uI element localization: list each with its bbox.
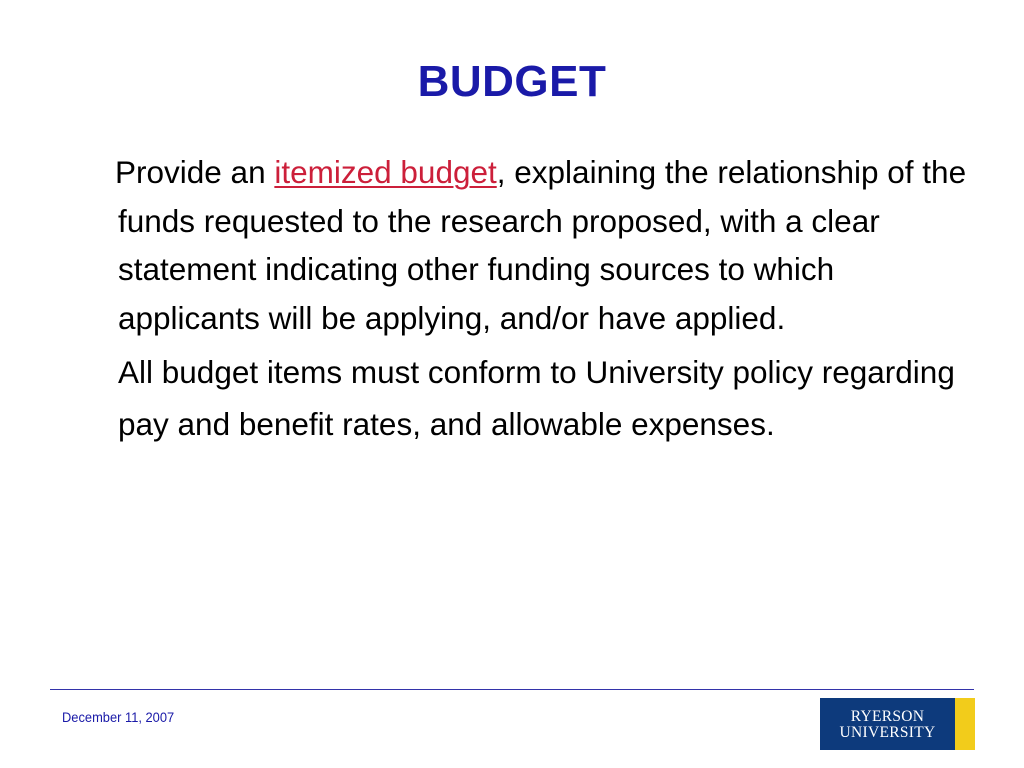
- itemized-budget-link[interactable]: itemized budget: [274, 154, 497, 190]
- logo-text-ryerson: RYERSON: [850, 708, 925, 725]
- slide-title: BUDGET: [417, 57, 607, 106]
- logo-text-university: UNIVERSITY: [839, 724, 936, 741]
- paragraph-text-end: , explaining the relationship of the funds requested to the research proposed, with a clear statement indicating other funding sources to which applicants will be applying, and/or have applied.: [118, 154, 967, 336]
- paragraph-university-policy: All budget items must conform to University policy regarding pay and benefit rates, and allowable expenses.: [118, 354, 955, 442]
- paragraph-budget-instructions: [115, 148, 978, 342]
- footer-divider: [50, 689, 974, 690]
- slide-body: [115, 148, 978, 450]
- ryerson-university-logo: [820, 698, 975, 750]
- logo-gold-bar: [955, 698, 975, 750]
- logo-blue-panel: [820, 698, 955, 750]
- paragraph-text-start: Provide an: [115, 154, 275, 190]
- footer-date: December 11, 2007: [62, 709, 175, 725]
